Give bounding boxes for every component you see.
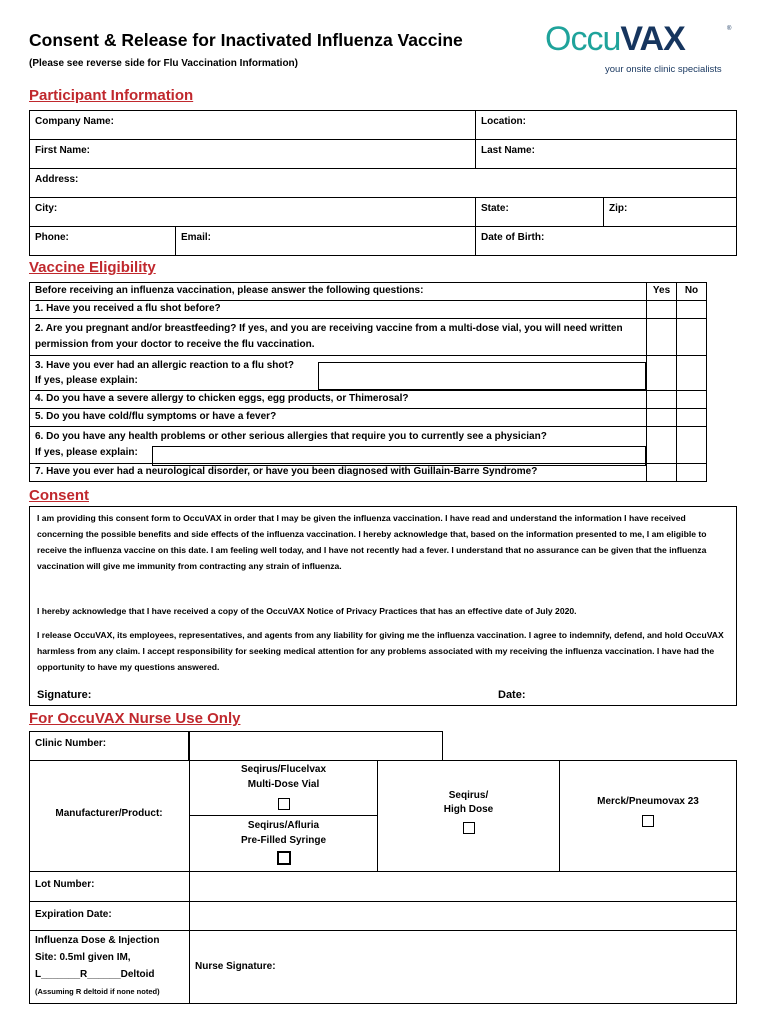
question-6: 6. Do you have any health problems or other serious allergies that require you to currently see a physician? xyxy=(35,431,547,442)
flucelvax-option xyxy=(189,762,378,815)
city-field[interactable]: City: xyxy=(30,198,476,227)
q3-yes[interactable] xyxy=(647,356,677,391)
q7-yes[interactable] xyxy=(647,464,677,482)
no-header: No xyxy=(677,283,707,301)
dose-line-2: Site: 0.5ml given IM, xyxy=(35,951,131,963)
afluria-checkbox[interactable] xyxy=(277,851,291,865)
question-7: 7. Have you ever had a neurological disorder, or have you been diagnosed with Guillain-Barre Syndrome? xyxy=(30,464,647,482)
nurse-heading: For OccuVAX Nurse Use Only xyxy=(29,710,241,727)
flucelvax-label: Seqirus/Flucelvax xyxy=(240,764,327,775)
q3-explain-box[interactable] xyxy=(318,362,646,390)
high-dose-option xyxy=(378,789,559,839)
q7-no[interactable] xyxy=(677,464,707,482)
question-2: 2. Are you pregnant and/or breastfeeding? If yes, and you are receiving vaccine from a multi-dose vial, you will need written permission from your doctor to receive the flu vaccination. xyxy=(30,319,647,356)
clinic-number-label: Clinic Number: xyxy=(29,731,189,760)
q1-yes[interactable] xyxy=(647,301,677,319)
location-field[interactable]: Location: xyxy=(476,111,737,140)
dose-cell xyxy=(30,930,190,1003)
eligibility-intro: Before receiving an influenza vaccination, please answer the following questions: xyxy=(30,283,647,301)
expiration-label: Expiration Date: xyxy=(30,901,190,930)
yes-header: Yes xyxy=(647,283,677,301)
address-field[interactable]: Address: xyxy=(30,169,737,198)
form-subtitle: (Please see reverse side for Flu Vaccination Information) xyxy=(29,58,298,69)
nurse-signature-label: Nurse Signature: xyxy=(195,961,276,972)
q2-yes[interactable] xyxy=(647,319,677,356)
q4-yes[interactable] xyxy=(647,391,677,409)
dob-field[interactable]: Date of Birth: xyxy=(476,227,737,256)
q1-no[interactable] xyxy=(677,301,707,319)
q5-yes[interactable] xyxy=(647,409,677,427)
eligibility-heading: Vaccine Eligibility xyxy=(29,259,156,276)
q6-no[interactable] xyxy=(677,427,707,464)
first-name-field[interactable]: First Name: xyxy=(30,140,476,169)
seqirus-divider xyxy=(189,815,378,816)
expiration-input[interactable] xyxy=(190,901,737,930)
logo-registered-mark: ® xyxy=(727,26,732,32)
pneumovax-option xyxy=(559,796,737,830)
occuvax-logo: OccuVAX xyxy=(545,20,685,58)
q6-explain-box[interactable] xyxy=(152,446,646,466)
high-dose-checkbox[interactable] xyxy=(463,822,475,834)
flucelvax-checkbox[interactable] xyxy=(278,798,290,810)
participant-heading: Participant Information xyxy=(29,87,194,104)
nurse-signature-cell[interactable] xyxy=(190,930,737,1003)
consent-heading: Consent xyxy=(29,487,89,504)
form-title: Consent & Release for Inactivated Influenza Vaccine xyxy=(29,30,463,50)
q4-no[interactable] xyxy=(677,391,707,409)
afluria-option xyxy=(189,818,378,870)
date-label[interactable]: Date: xyxy=(498,689,526,701)
question-4: 4. Do you have a severe allergy to chicken eggs, egg products, or Thimerosal? xyxy=(30,391,647,409)
clinic-number-input[interactable] xyxy=(189,731,443,760)
lot-number-input[interactable] xyxy=(190,872,737,901)
dose-line-3[interactable]: L_______R______Deltoid xyxy=(35,968,155,980)
q3-no[interactable] xyxy=(677,356,707,391)
state-field[interactable]: State: xyxy=(476,198,604,227)
manufacturer-label: Manufacturer/Product: xyxy=(55,808,163,819)
consent-paragraph-1: I am providing this consent form to OccuVAX in order that I may be given the influenza vaccination. I have read and understand the information I have received concerning the possible benefits and side effects of the influenza vaccination. I hereby acknowledge that, based on the information presented to me, I am eligible to receive the influenza vaccine on this date. I am feeling well today, and I have not recently had a fever. I understand that no assurance can be given that the influenza vaccination will give me immunity from contracting any strain of influenza. xyxy=(37,513,707,571)
q6-yes[interactable] xyxy=(647,427,677,464)
consent-box xyxy=(29,506,737,706)
participant-table xyxy=(29,110,737,256)
nurse-detail-table xyxy=(29,872,737,1004)
high-dose-label-a: Seqirus/ xyxy=(448,790,489,801)
question-1: 1. Have you received a flu shot before? xyxy=(30,301,647,319)
last-name-field[interactable]: Last Name: xyxy=(476,140,737,169)
pneumovax-checkbox[interactable] xyxy=(642,815,654,827)
pre-filled-label: Pre-Filled Syringe xyxy=(240,835,327,846)
afluria-label: Seqirus/Afluria xyxy=(247,820,320,831)
consent-paragraph-2: I hereby acknowledge that I have received a copy of the OccuVAX Notice of Privacy Practices that has an effective date of July 2020. xyxy=(37,606,577,616)
pneumovax-label: Merck/Pneumovax 23 xyxy=(597,796,699,807)
lot-number-label: Lot Number: xyxy=(30,872,190,901)
company-name-field[interactable]: Company Name: xyxy=(30,111,476,140)
multi-dose-label: Multi-Dose Vial xyxy=(247,779,320,790)
email-field[interactable]: Email: xyxy=(176,227,476,256)
question-3: 3. Have you ever had an allergic reaction to a flu shot? xyxy=(35,360,294,371)
q5-no[interactable] xyxy=(677,409,707,427)
phone-field[interactable]: Phone: xyxy=(30,227,176,256)
consent-paragraph-3: I release OccuVAX, its employees, representatives, and agents from any liability for giving me the influenza vaccination. I agree to indemnify, defend, and hold OccuVAX harmless from any claim. I accept responsibility for seeking medical attention for any problems associated with my receiving the influenza vaccination. I have had the opportunity to have my questions answered. xyxy=(37,630,724,672)
logo-tagline: your onsite clinic specialists xyxy=(605,64,722,75)
high-dose-label-b: High Dose xyxy=(443,804,494,815)
q2-no[interactable] xyxy=(677,319,707,356)
dose-line-1: Influenza Dose & Injection xyxy=(35,934,160,946)
dose-note: (Assuming R deltoid if none noted) xyxy=(35,986,160,996)
question-5: 5. Do you have cold/flu symptoms or have a fever? xyxy=(30,409,647,427)
zip-field[interactable]: Zip: xyxy=(604,198,737,227)
signature-label[interactable]: Signature: xyxy=(37,689,92,701)
q6-explain-label: If yes, please explain: xyxy=(35,447,138,458)
q3-explain-label: If yes, please explain: xyxy=(35,375,138,386)
